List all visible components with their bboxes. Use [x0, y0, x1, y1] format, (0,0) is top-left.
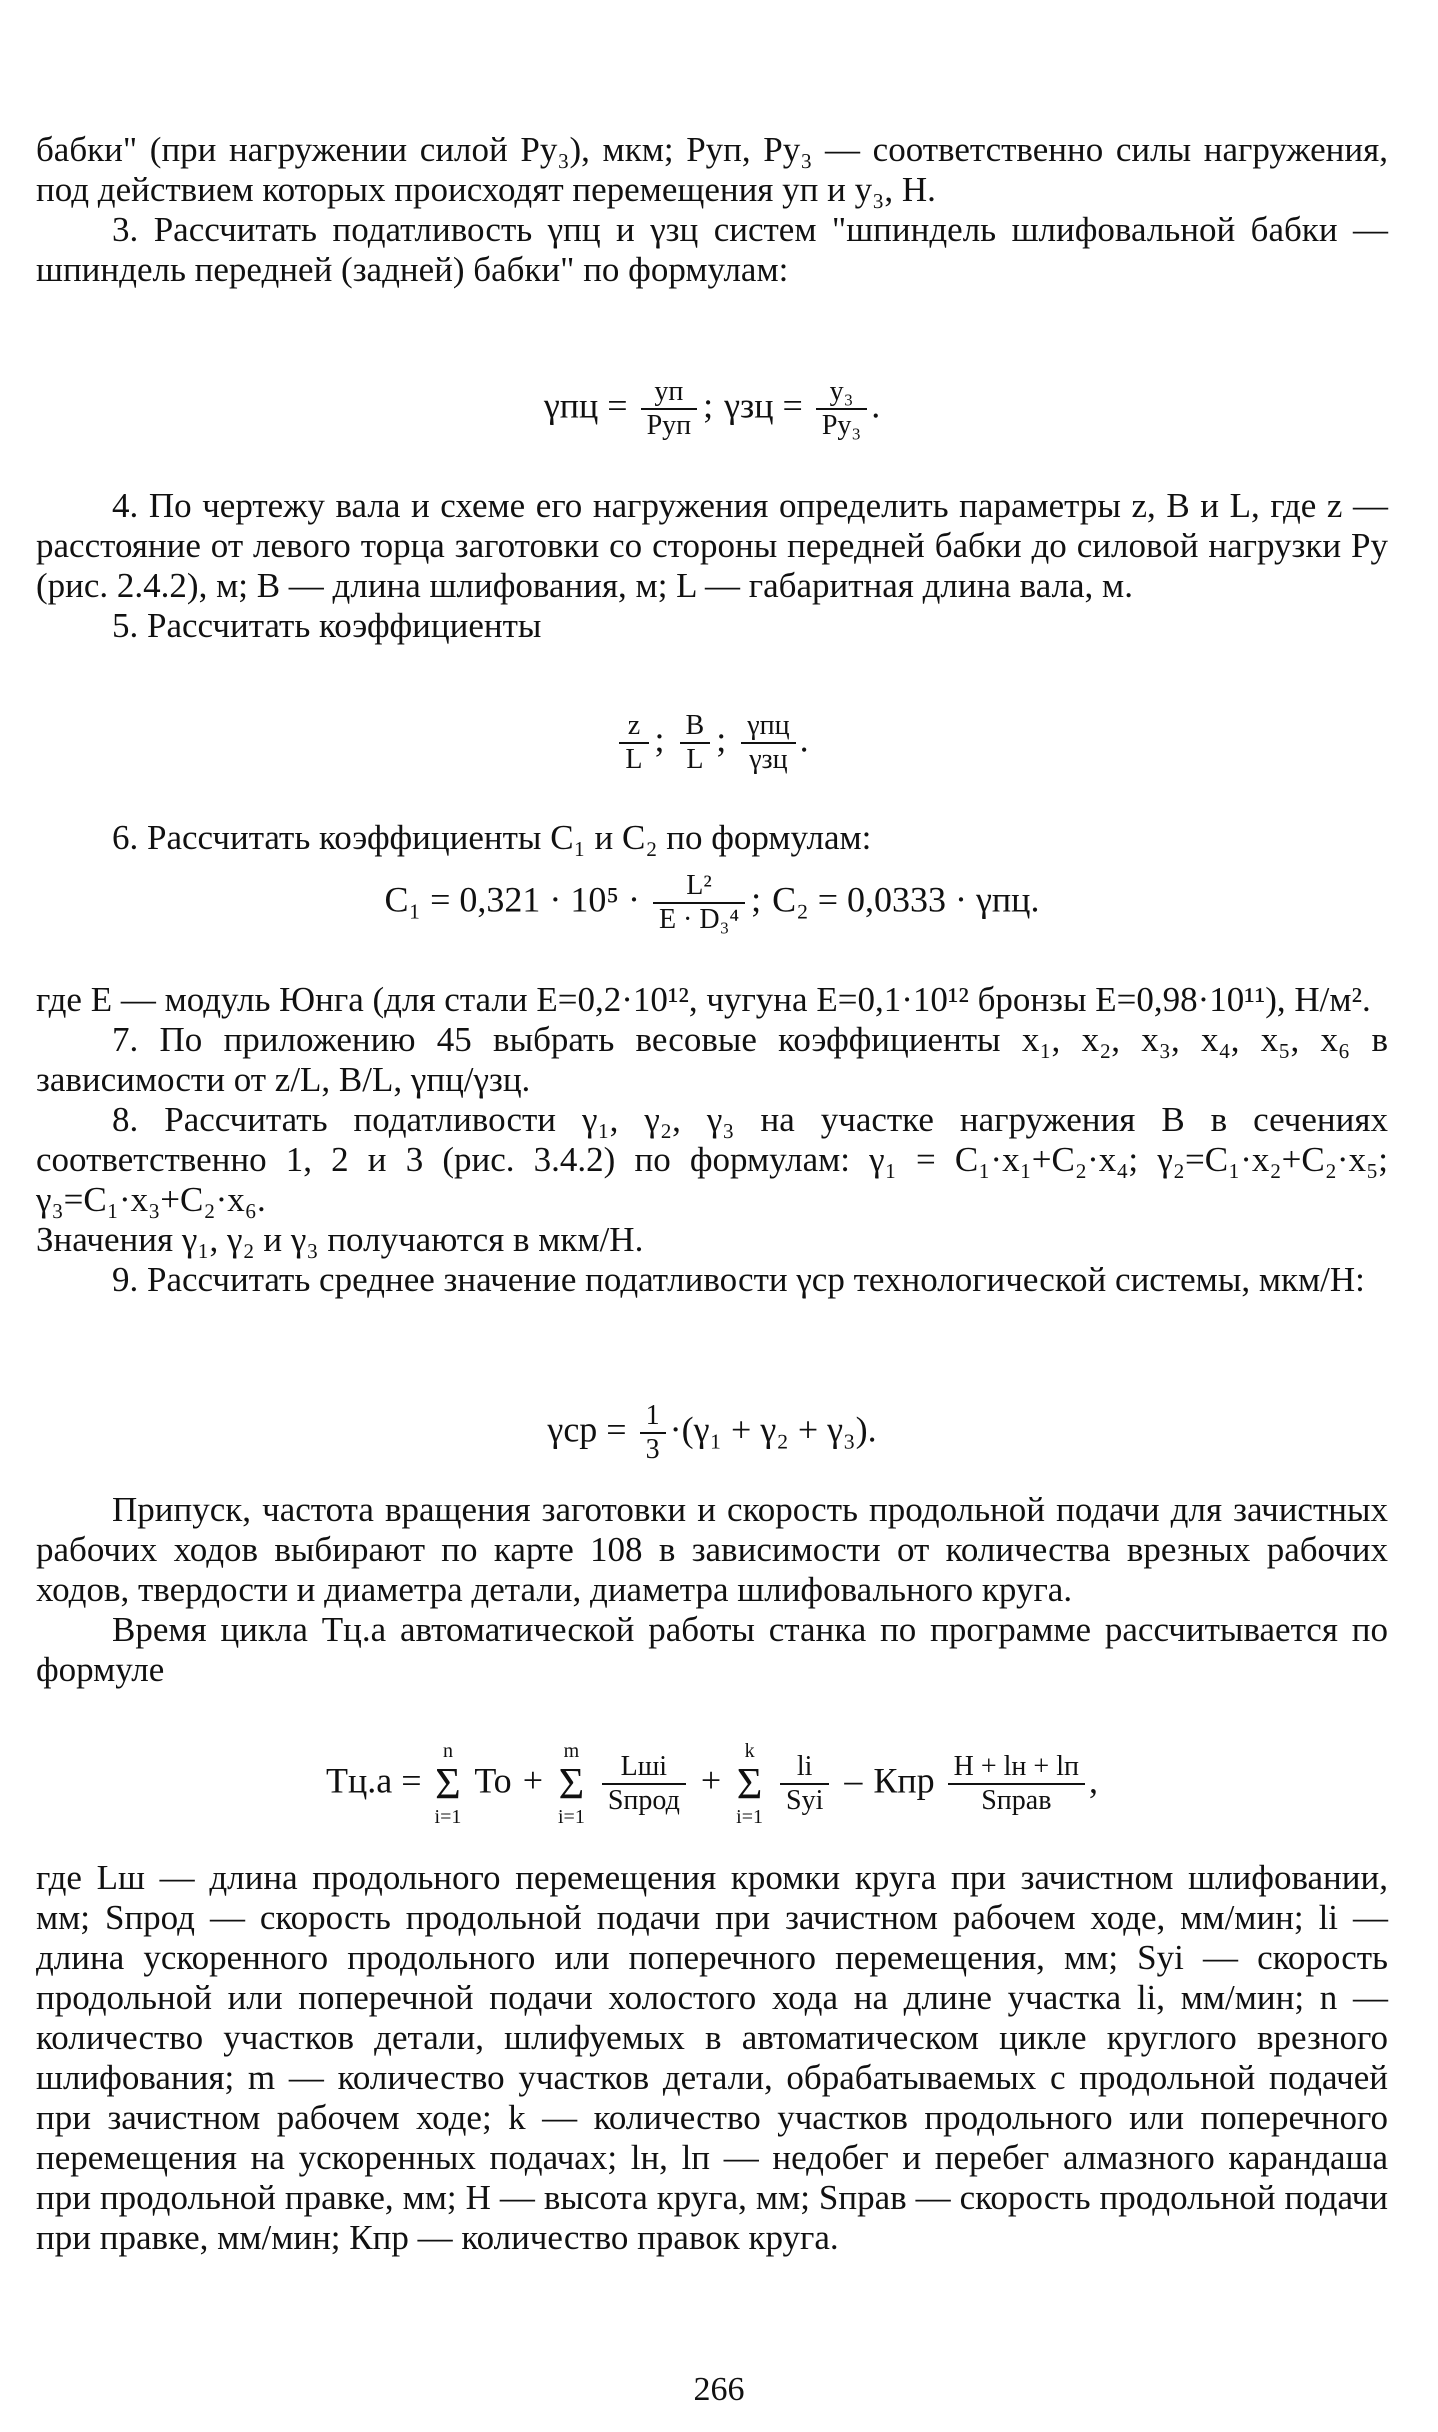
- fraction: [640, 1400, 666, 1466]
- denominator: E · D₃⁴: [658, 904, 740, 935]
- sum-upper: k: [744, 1740, 755, 1762]
- formula-text: ;: [703, 385, 714, 426]
- paragraph: 7. По приложению 45 выбрать весовые коэффициенты x₁, x₂, x₃, x₄, x₅, x₆ в зависимости от z/L, В/L, γпц/γзц.: [36, 1020, 1388, 1099]
- sum-lower: i=1: [558, 1806, 585, 1828]
- formula-text: ,: [1088, 1760, 1098, 1801]
- fraction: [680, 710, 711, 776]
- formula-c: [36, 870, 1388, 936]
- formula-text: C₂ = 0,0333 · γпц: [772, 879, 1031, 920]
- sigma-icon: Σ: [435, 1759, 461, 1808]
- fraction: [816, 376, 867, 442]
- numerator: L²: [653, 870, 745, 904]
- denominator: L: [686, 744, 704, 775]
- formula-average: [36, 1400, 1388, 1466]
- fraction: [619, 710, 648, 776]
- paragraph: 4. По чертежу вала и схеме его нагружения определить параметры z, В и L, где z — расстояние от левого торца заготовки со стороны передней бабки до силовой нагрузки Рy (рис. 2.4.2), м; В — длина шлифования, м; L — габаритная длина вала, м.: [36, 486, 1388, 605]
- formula-text: Кпр: [873, 1760, 935, 1801]
- sum-lower: i=1: [736, 1806, 763, 1828]
- denominator: 3: [645, 1434, 660, 1465]
- denominator: γзц: [749, 744, 788, 775]
- denominator: Sпрод: [607, 1785, 680, 1816]
- text-block-c: [36, 818, 1388, 858]
- denominator: Рyп: [646, 410, 692, 441]
- denominator: Рy₃: [821, 410, 862, 441]
- sigma-icon: Σ: [558, 1759, 585, 1808]
- denominator: Sправ: [981, 1785, 1052, 1816]
- formula-text: γср =: [547, 1409, 627, 1450]
- paragraph: где Lш — длина продольного перемещения кромки круга при зачистном шлифовании, мм; Sпрод — скорость продольной подачи при зачистном рабочем ходе, мм/мин; li — длина ускоренного продольного или поперечного перемещения, мм; Syi — скорость продольной или поперечной подачи холостого хода на длине участка li, мм/мин; n — количество участков детали, шлифуемых в автоматическом цикле круглого врезного шлифования; m — количество участков детали, обрабатываемых с продольной подачей при зачистном рабочем ходе; k — количество участков продольного или поперечного перемещения на ускоренных подачах; lн, lп — недобег и перебег алмазного карандаша при продольной правке, мм; Н — высота круга, мм; Sправ — скорость продольной подачи при правке, мм/мин; Кпр — количество правок круга.: [36, 1858, 1388, 2257]
- numerator: z: [619, 710, 648, 744]
- formula-text: .: [1030, 879, 1040, 920]
- fraction: [602, 1751, 686, 1817]
- formula-text: ·(γ₁ + γ₂ + γ₃).: [669, 1409, 877, 1450]
- numerator: li: [780, 1751, 829, 1785]
- sum-symbol: [736, 1740, 763, 1828]
- sum-lower: i=1: [434, 1806, 462, 1828]
- sigma-icon: Σ: [736, 1759, 763, 1808]
- text-block-mid: [36, 486, 1388, 646]
- text-block-lower: [36, 980, 1388, 1300]
- page-number: 266: [693, 2371, 745, 2408]
- formula-cycle-time: [36, 1740, 1388, 1828]
- fraction: [780, 1751, 829, 1817]
- formula-text: C₁ = 0,321 · 10⁵ ·: [384, 879, 640, 920]
- sum-upper: n: [442, 1740, 453, 1762]
- fraction: [653, 870, 745, 936]
- paragraph: 6. Рассчитать коэффициенты C₁ и C₂ по формулам:: [112, 818, 872, 857]
- formula-text: γпц =: [543, 385, 628, 426]
- sum-symbol: [558, 1740, 585, 1828]
- denominator: L: [625, 744, 643, 775]
- formula-text: +: [522, 1760, 543, 1801]
- paragraph: Припуск, частота вращения заготовки и скорость продольной подачи для зачистных рабочих ходов выбирают по карте 108 в зависимости от количества врезных рабочих ходов, твердости и диаметра детали, диаметра шлифовального круга.: [36, 1490, 1388, 1609]
- numerator: yп: [641, 376, 698, 410]
- formula-gamma: [36, 376, 1388, 442]
- formula-text: Тц.а =: [326, 1760, 422, 1801]
- denominator: Syi: [786, 1785, 824, 1816]
- formula-ratios: [36, 710, 1388, 776]
- text-block-top: [36, 130, 1388, 290]
- formula-text: .: [871, 385, 881, 426]
- paragraph: 9. Рассчитать среднее значение податливости γср технологической системы, мкм/Н:: [112, 1260, 1365, 1299]
- paragraph: бабки" (при нагружении силой Рy₃), мкм; Рyп, Рy₃ — соответственно силы нагружения, под действием которых происходят перемещения yп и y₃, Н.: [36, 130, 1388, 209]
- numerator: γпц: [741, 710, 795, 744]
- fraction: [641, 376, 698, 442]
- formula-text: ;: [654, 719, 665, 760]
- numerator: 1: [640, 1400, 666, 1434]
- formula-text: ;: [716, 719, 727, 760]
- formula-text: γзц =: [724, 385, 803, 426]
- numerator: y₃: [816, 376, 867, 410]
- text-block-where: [36, 1858, 1388, 2258]
- fraction: [741, 710, 795, 776]
- paragraph: 8. Рассчитать податливости γ₁, γ₂, γ₃ на участке нагружения В в сечениях соответственно 1, 2 и 3 (рис. 3.4.2) по формулам: γ₁ = C₁·x₁+C₂·x₄; γ₂=C₁·x₂+C₂·x₅; γ₃=C₁·x₃+C₂·x₆.: [36, 1100, 1388, 1219]
- formula-text: +: [700, 1760, 722, 1801]
- paragraph: где Е — модуль Юнга (для стали Е=0,2·10¹², чугуна Е=0,1·10¹² бронзы Е=0,98·10¹¹), Н/м².: [36, 980, 1371, 1019]
- formula-text: ;: [751, 879, 762, 920]
- numerator: В: [680, 710, 711, 744]
- paragraph: Значения γ₁, γ₂ и γ₃ получаются в мкм/Н.: [36, 1220, 644, 1259]
- fraction: [948, 1751, 1085, 1817]
- text-block-after: [36, 1490, 1388, 1690]
- paragraph: 5. Рассчитать коэффициенты: [112, 606, 542, 645]
- formula-text: То: [474, 1760, 512, 1801]
- numerator: H + lн + lп: [948, 1751, 1085, 1785]
- sum-upper: m: [563, 1740, 580, 1762]
- numerator: Lшi: [602, 1751, 686, 1785]
- paragraph: Время цикла Тц.а автоматической работы станка по программе рассчитывается по формуле: [36, 1610, 1388, 1689]
- formula-text: –: [844, 1760, 863, 1801]
- formula-text: .: [799, 719, 809, 760]
- paragraph: 3. Рассчитать податливость γпц и γзц систем "шпиндель шлифовальной бабки — шпиндель передней (задней) бабки" по формулам:: [36, 210, 1388, 289]
- sum-symbol: [435, 1740, 462, 1828]
